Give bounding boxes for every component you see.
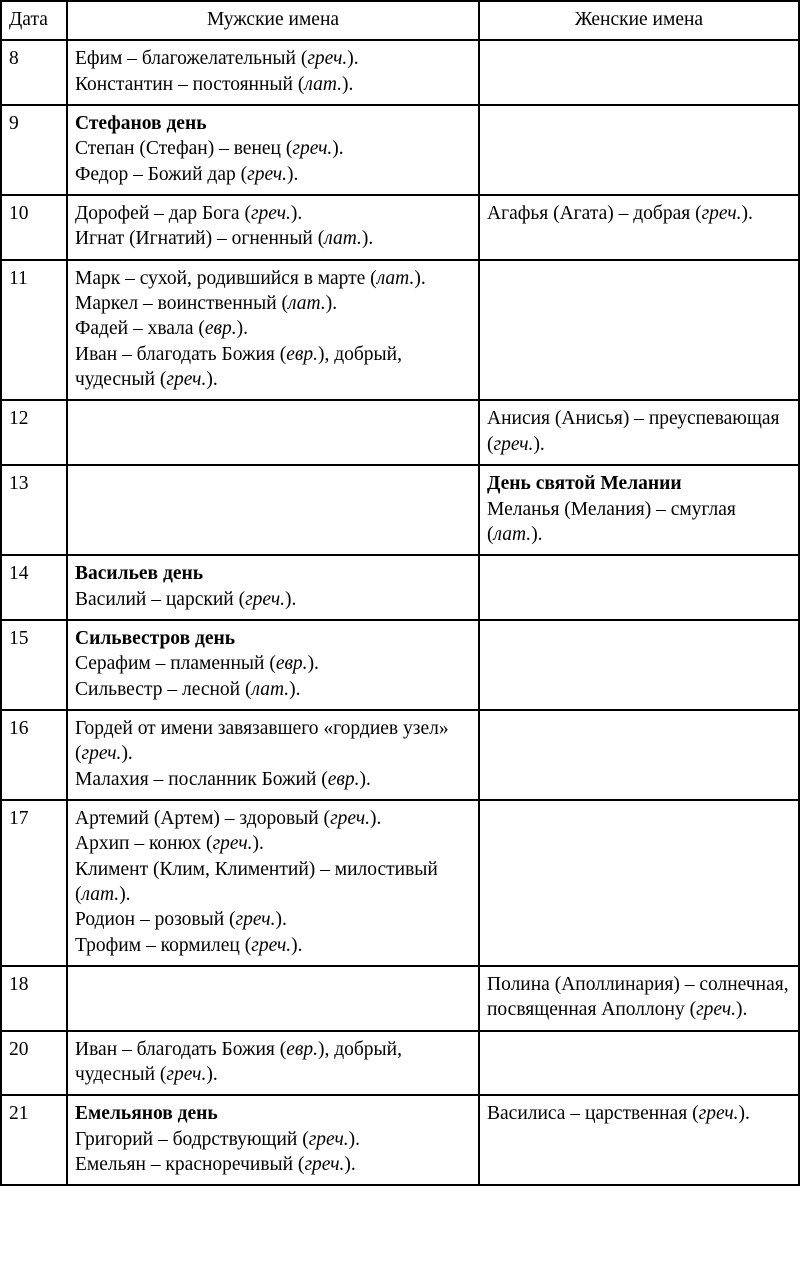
name-text: Иван – благодать Божия (	[75, 1038, 287, 1060]
table-row	[1, 40, 799, 105]
name-text: Меланья (Мелания) – смуглая (	[487, 498, 736, 545]
name-text: ).	[285, 588, 297, 610]
date-cell: 9	[1, 105, 67, 195]
name-text: ).	[344, 1154, 356, 1176]
name-text: ).	[533, 433, 545, 455]
language-abbrev: греч.	[701, 203, 742, 225]
name-text: ).	[531, 523, 543, 545]
language-abbrev: греч.	[250, 203, 291, 225]
table-row	[1, 800, 799, 966]
language-abbrev: греч.	[166, 369, 207, 391]
male-names-cell-entry	[75, 46, 471, 71]
name-text: Фадей – хвала (	[75, 318, 205, 340]
male-names-cell-entry	[75, 342, 471, 393]
language-abbrev: греч.	[698, 1103, 739, 1125]
name-text: Ефим – благожелательный (	[75, 48, 308, 70]
male-names-cell-entry	[75, 651, 471, 676]
language-abbrev: лат.	[81, 883, 120, 905]
male-names-cell	[67, 1095, 479, 1185]
language-abbrev: греч.	[212, 833, 253, 855]
name-text: ).	[252, 833, 264, 855]
language-abbrev: лат.	[288, 293, 326, 315]
name-text: ).	[206, 369, 218, 391]
male-names-cell-entry	[75, 291, 471, 316]
male-names-cell-entry	[75, 677, 471, 702]
name-text: Гордей от имени завязавшего «гордиев узел» (	[75, 717, 449, 765]
name-text: ).	[289, 678, 301, 700]
name-text: ), добрый, чудесный (	[75, 343, 402, 391]
male-names-cell	[67, 1031, 479, 1096]
name-text: Трофим – кормилец (	[75, 934, 252, 956]
name-text: Марк – сухой, родившийся в марте (	[75, 267, 377, 289]
male-names-cell-entry	[75, 1127, 471, 1152]
name-text: ).	[325, 293, 338, 315]
name-text: ).	[119, 883, 131, 905]
name-text: Маркел – воинственный (	[75, 293, 289, 315]
date-cell: 13	[1, 465, 67, 555]
male-names-cell-title: Васильев день	[75, 563, 204, 585]
language-abbrev: лат.	[493, 523, 532, 545]
language-abbrev: евр.	[275, 653, 308, 675]
table-row	[1, 1031, 799, 1096]
language-abbrev: греч.	[493, 433, 534, 455]
date-cell: 15	[1, 620, 67, 710]
language-abbrev: лат.	[324, 228, 362, 250]
language-abbrev: греч.	[166, 1064, 207, 1086]
male-names-cell-entry	[75, 226, 471, 251]
male-names-cell-entry	[75, 201, 471, 226]
language-abbrev: греч.	[308, 1128, 349, 1150]
female-names-cell-entry	[487, 1101, 791, 1126]
table-row	[1, 195, 799, 260]
female-names-cell	[479, 260, 799, 401]
female-names-cell	[479, 1095, 799, 1185]
name-text: ).	[361, 228, 374, 250]
name-text: Серафим – пламенный (	[75, 653, 276, 675]
male-names-cell	[67, 555, 479, 620]
name-text: Емельян – красноречивый (	[75, 1154, 305, 1176]
name-text: ), добрый, чудесный (	[75, 1038, 402, 1086]
name-text: ).	[347, 48, 359, 70]
male-names-cell	[67, 710, 479, 800]
language-abbrev: евр.	[286, 343, 318, 365]
name-text: Артемий (Артем) – здоровый (	[75, 807, 331, 829]
name-text: Анисия (Анисья) – преуспевающая (	[487, 408, 780, 455]
female-names-cell	[479, 555, 799, 620]
name-text: ).	[359, 768, 371, 790]
date-cell: 16	[1, 710, 67, 800]
name-text: Климент (Клим, Климентий) – милостивый (	[75, 858, 438, 905]
language-abbrev: греч.	[292, 138, 333, 160]
male-names-cell-entry	[75, 857, 471, 908]
table-body	[1, 40, 799, 1185]
table-row	[1, 400, 799, 465]
column-header-date: Дата	[1, 1, 67, 40]
language-abbrev: греч.	[81, 743, 122, 765]
male-names-cell-entry	[75, 162, 471, 187]
female-names-cell	[479, 195, 799, 260]
date-cell: 12	[1, 400, 67, 465]
name-text: Григорий – бодрствующий (	[75, 1128, 309, 1150]
language-abbrev: лат.	[251, 678, 290, 700]
name-text: Дорофей – дар Бога (	[75, 203, 251, 225]
date-cell: 11	[1, 260, 67, 401]
name-text: Иван – благодать Божия (	[75, 343, 287, 365]
female-names-cell	[479, 40, 799, 105]
language-abbrev: евр.	[204, 318, 237, 340]
female-names-cell	[479, 400, 799, 465]
table-row	[1, 966, 799, 1031]
name-text: ).	[736, 999, 748, 1021]
male-names-cell-entry	[75, 1152, 471, 1177]
female-names-cell-entry	[487, 406, 791, 457]
name-text: Игнат (Игнатий) – огненный (	[75, 228, 325, 250]
name-text: Полина (Аполлинария) – солнечная, посвященная Аполлону (	[487, 974, 789, 1021]
male-names-cell	[67, 966, 479, 1031]
name-text: Федор – Божий дар (	[75, 163, 248, 185]
table-header	[1, 1, 799, 40]
male-names-cell	[67, 620, 479, 710]
date-cell: 8	[1, 40, 67, 105]
male-names-cell-title: Емельянов день	[75, 1103, 218, 1125]
female-names-cell	[479, 800, 799, 966]
male-names-cell	[67, 40, 479, 105]
table-header-row	[1, 1, 799, 40]
name-text: ).	[275, 909, 287, 931]
male-names-cell	[67, 800, 479, 966]
female-names-cell	[479, 465, 799, 555]
language-abbrev: греч.	[251, 934, 292, 956]
language-abbrev: лат.	[376, 267, 415, 289]
name-text: ).	[342, 73, 354, 95]
language-abbrev: греч.	[696, 999, 737, 1021]
female-names-cell	[479, 710, 799, 800]
table-row	[1, 1095, 799, 1185]
column-header-female-names: Женские имена	[479, 1, 799, 40]
name-text: Агафья (Агата) – добрая (	[487, 203, 702, 225]
name-text: ).	[121, 743, 133, 765]
male-names-cell-entry	[75, 72, 471, 97]
date-cell: 17	[1, 800, 67, 966]
language-abbrev: лат.	[304, 73, 343, 95]
language-abbrev: евр.	[327, 768, 360, 790]
date-cell: 18	[1, 966, 67, 1031]
name-text: Василиса – царственная (	[487, 1103, 699, 1125]
language-abbrev: греч.	[330, 807, 370, 829]
male-names-cell-title: Сильвестров день	[75, 627, 236, 649]
language-abbrev: греч.	[307, 48, 348, 70]
table-row	[1, 260, 799, 401]
male-names-cell	[67, 105, 479, 195]
table-row	[1, 105, 799, 195]
name-text: Константин – постоянный (	[75, 73, 305, 95]
language-abbrev: евр.	[286, 1038, 318, 1060]
name-text: ).	[370, 807, 382, 829]
male-names-cell-entry	[75, 907, 471, 932]
language-abbrev: греч.	[304, 1154, 345, 1176]
name-text: ).	[290, 203, 303, 225]
name-text: ).	[287, 163, 299, 185]
male-names-cell-entry	[75, 266, 471, 291]
female-names-cell-entry	[487, 972, 791, 1023]
male-names-cell-entry	[75, 933, 471, 958]
language-abbrev: греч.	[235, 909, 276, 931]
table-row	[1, 465, 799, 555]
female-names-cell	[479, 620, 799, 710]
female-names-cell	[479, 1031, 799, 1096]
male-names-cell-entry	[75, 806, 471, 831]
name-text: ).	[332, 138, 344, 160]
female-names-cell	[479, 105, 799, 195]
male-names-cell-entry	[75, 587, 471, 612]
name-text: ).	[291, 934, 303, 956]
male-names-cell-entry	[75, 316, 471, 341]
language-abbrev: греч.	[245, 588, 286, 610]
date-cell: 21	[1, 1095, 67, 1185]
name-text: Архип – конюх (	[75, 833, 213, 855]
table-row	[1, 710, 799, 800]
male-names-cell-entry	[75, 716, 471, 767]
female-names-cell-entry	[487, 201, 791, 226]
name-text: Сильвестр – лесной (	[75, 678, 252, 700]
name-text: Василий – царский (	[75, 588, 246, 610]
date-cell: 20	[1, 1031, 67, 1096]
female-names-cell-entry	[487, 497, 791, 548]
language-abbrev: греч.	[247, 163, 288, 185]
name-text: ).	[414, 267, 426, 289]
male-names-cell	[67, 195, 479, 260]
female-names-cell	[479, 966, 799, 1031]
table-row	[1, 555, 799, 620]
name-text: ).	[307, 653, 319, 675]
name-text: ).	[741, 203, 753, 225]
male-names-cell-entry	[75, 767, 471, 792]
table-row	[1, 620, 799, 710]
name-text: ).	[738, 1103, 750, 1125]
name-text: Степан (Стефан) – венец (	[75, 138, 293, 160]
name-text: Малахия – посланник Божий (	[75, 768, 328, 790]
name-text: ).	[206, 1064, 218, 1086]
male-names-cell	[67, 260, 479, 401]
name-text: ).	[236, 318, 248, 340]
female-names-cell-title: День святой Мелании	[487, 473, 682, 495]
male-names-cell-entry	[75, 831, 471, 856]
name-text: ).	[348, 1128, 360, 1150]
male-names-cell	[67, 465, 479, 555]
male-names-cell	[67, 400, 479, 465]
column-header-male-names: Мужские имена	[67, 1, 479, 40]
date-cell: 14	[1, 555, 67, 620]
male-names-cell-entry	[75, 136, 471, 161]
male-names-cell-title: Стефанов день	[75, 113, 207, 135]
male-names-cell-entry	[75, 1037, 471, 1088]
name-text: Родион – розовый (	[75, 909, 236, 931]
date-cell: 10	[1, 195, 67, 260]
